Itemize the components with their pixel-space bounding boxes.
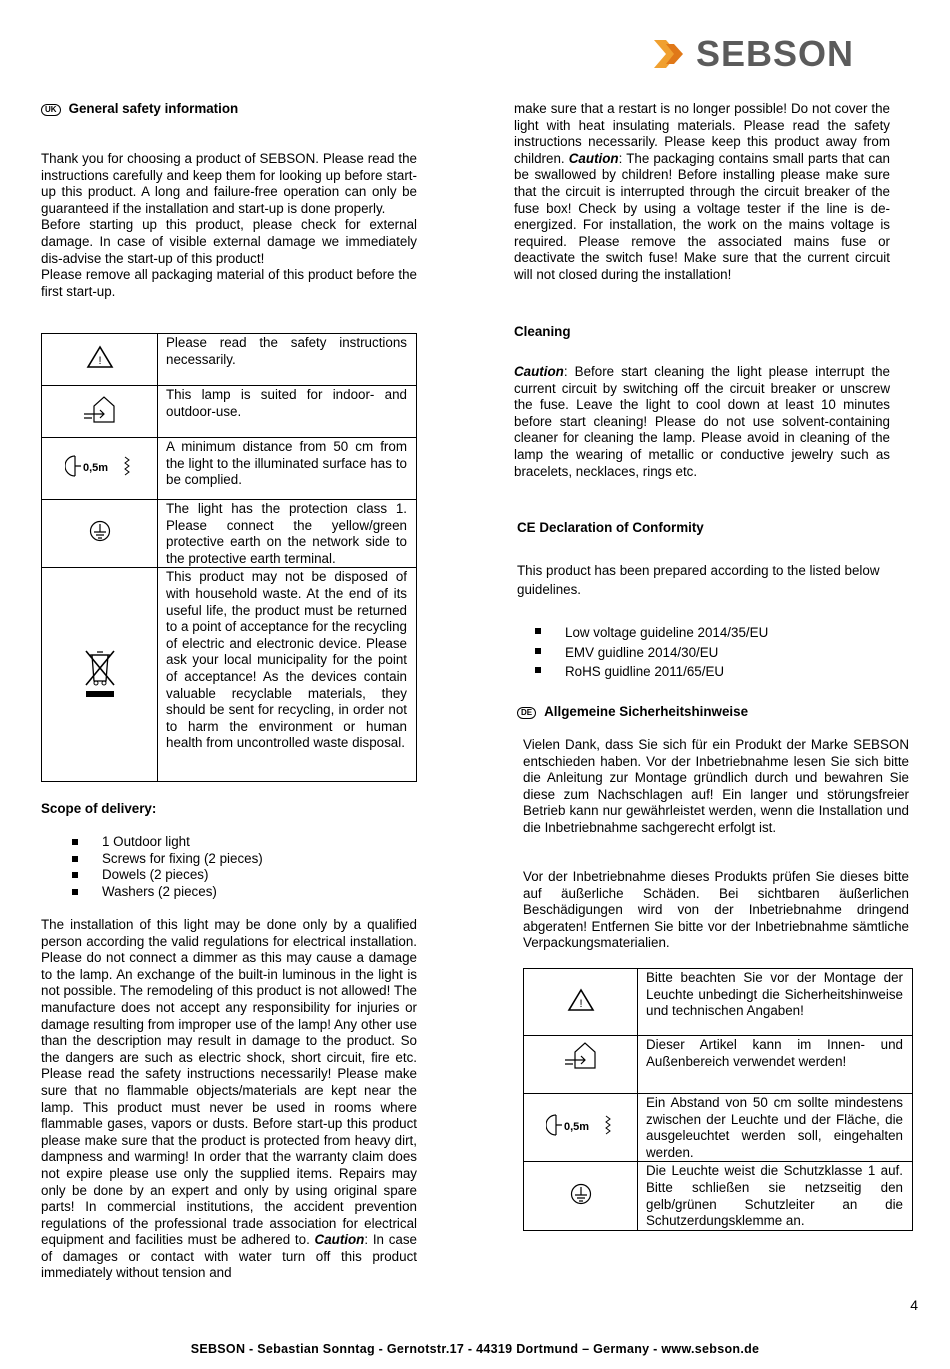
symbol-cell	[524, 1036, 638, 1094]
caution-label: Caution	[568, 150, 619, 166]
symbol-text: This lamp is suited for indoor- and outdoor-use.	[158, 386, 417, 438]
symbol-row	[524, 969, 913, 1036]
installation-text	[41, 917, 417, 1282]
en-heading: General safety information	[68, 101, 239, 116]
ce-guideline-list	[504, 623, 904, 682]
cleaning-heading: Cleaning	[514, 324, 571, 339]
de-language-badge: DE	[517, 707, 536, 719]
de-paragraph-1: Vielen Dank, dass Sie sich für ein Produkt der Marke SEBSON entschieden haben. Vor der Inbetriebnahme lesen Sie sich bitte die Anleitung zur Montage gründlich durch und bewahren Sie diese zum Nachschlagen auf! Ein langer und störungsfreier Betrieb kann nur gewährleistet werden, wenn die Installation und die Inbetriebnahme sachgerecht erfolgt ist.	[523, 737, 909, 835]
symbol-row	[42, 500, 417, 568]
page-number: 4	[910, 1297, 918, 1313]
symbol-cell	[524, 1094, 638, 1162]
symbol-cell	[524, 1162, 638, 1230]
list-item: Washers (2 pieces)	[41, 884, 417, 901]
de-symbol-table	[523, 968, 913, 1231]
symbol-text: Bitte beachten Sie vor der Montage der Leuchte unbedingt die Sicherheitshinweise und technischen Angaben!	[638, 969, 913, 1036]
protective-earth-icon	[89, 520, 111, 542]
installation-paragraph: The installation of this light may be done only by a qualified person according the valid regulations for electrical installation. Please do not connect a dimmer as this may cause a damage to the lamp. An exchange of the built-in luminous in the light is not possible. The remodeling of this product is not allowed! The manufacture does not accept any responsibility for injuries or damage resulting from improper use of the lamp! Any other use than the description may result in damage to the product. So the dangers are such as electric shock, short circuit, fire etc. Please read the safety instructions necessarily! Please make sure that no flammable objects/materials are kept near the lamp. This product must never be used in rooms where flammable gases, vapors or dusts. Before start-up this product please make sure that the product is protected from heavy dirt, dampness and warming! In order that the warranty claim does not expire please use only the supplied items. Repairs may only be done by an expert and only by using original spare parts! In commercial institutions, the accident prevention regulations of the professional trade association for electrical equipment and facilities must be adhered to.	[41, 917, 417, 1248]
svg-text:!: !	[97, 355, 102, 368]
symbol-text: Die Leuchte weist die Schutzklasse 1 auf. Bitte schließen sie netzseitig den gelb/grünen Schutzleiter an die Schutzerdungsklemme an.	[638, 1162, 913, 1230]
symbol-row	[42, 438, 417, 500]
uk-language-badge: UK	[41, 104, 61, 116]
list-item: Screws for fixing (2 pieces)	[41, 851, 417, 868]
symbol-row	[42, 386, 417, 438]
brand-name: SEBSON	[696, 33, 855, 74]
de-intro-2	[523, 869, 909, 952]
en-intro	[41, 151, 417, 300]
list-item: 1 Outdoor light	[41, 834, 417, 851]
symbol-text: The light has the protection class 1. Please connect the yellow/green protective earth on the network side to the protective earth terminal.	[158, 500, 417, 568]
de-paragraph-2: Vor der Inbetriebnahme dieses Produkts prüfen Sie dieses bitte auf äußerliche Schäden. Bei sichtbaren äußerlichen Beschädigungen wird von der Inbetriebnahme dringend abgeraten! Entfernen Sie bitte vor der Inbetriebnahme sämtliche Verpackungsmaterialien.	[523, 869, 909, 951]
protective-earth-icon	[570, 1183, 592, 1205]
list-item: EMV guidline 2014/30/EU	[504, 643, 904, 663]
symbol-cell	[42, 568, 158, 782]
chevron-logo-icon	[652, 38, 692, 70]
symbol-row	[42, 334, 417, 386]
symbol-text: Please read the safety instructions necessarily.	[158, 334, 417, 386]
symbol-cell	[524, 969, 638, 1036]
en-heading-row	[41, 101, 417, 118]
installation-continued	[514, 101, 890, 284]
list-item: RoHS guidline 2011/65/EU	[504, 662, 904, 682]
symbol-cell	[42, 386, 158, 438]
symbol-text: Dieser Artikel kann im Innen- und Außenbereich verwendet werden!	[638, 1036, 913, 1094]
installation-caution: : In case of damages or contact with water turn off this product immediately without tension and	[41, 1232, 417, 1281]
page-footer: SEBSON - Sebastian Sonntag - Gernotstr.17 - 44319 Dortmund – Germany - www.sebson.de	[190, 1342, 760, 1356]
ce-text: This product has been prepared according to the listed below guidelines.	[517, 563, 880, 597]
scope-list	[41, 834, 417, 900]
list-item: Low voltage guideline 2014/35/EU	[504, 623, 904, 643]
warning-icon	[86, 345, 114, 369]
en-intro-3: Please remove all packaging material of this product before the first start-up.	[41, 267, 417, 299]
distance-icon	[546, 1112, 616, 1138]
symbol-text: This product may not be disposed of with household waste. At the end of its useful life, the product must be returned to a point of acceptance for the recycling of electric and electronic device. Please ask your local municipality for the point of acceptance! As the devices contain valuable recyclable materials, they should be sent for recycling, in order not to harm the environment or human health from uncontrolled waste disposal.	[158, 568, 417, 782]
list-item: Dowels (2 pieces)	[41, 867, 417, 884]
cleaning-text	[514, 364, 890, 480]
en-intro-1: Thank you for choosing a product of SEBSON. Please read the instructions carefully and keep them for looking up before start-up this product. A long and failure-free operation can only be guaranteed if the installation and start-up is done properly.	[41, 151, 417, 216]
de-intro	[523, 737, 909, 837]
svg-text:0,5m: 0,5m	[563, 1121, 589, 1134]
en-intro-2: Before starting up this product, please check for external damage. In case of visible external damage we immediately dis-advise the start-up of this product!	[41, 217, 417, 266]
symbol-cell	[42, 500, 158, 568]
symbol-text: Ein Abstand von 50 cm sollte mindestens zwischen der Leuchte und der Fläche, die ausgeleuchtet werden soll, eingehalten werden.	[638, 1094, 913, 1162]
caution-label: Caution	[314, 1232, 365, 1248]
de-heading: Allgemeine Sicherheitshinweise	[544, 704, 749, 719]
cleaning-paragraph: : Before start cleaning the light please interrupt the current circuit by switching off the circuit breaker or unscrew the fuse. Leave the light to cool down at least 10 minutes before start cleaning! Please do not use solvent-containing cleaner for cleaning the lamp. Please avoid in cleaning of the lamp the wearing of metallic or conductive jewelry such as bracelets, necklaces, rings etc.	[514, 364, 890, 479]
sebson-logo	[652, 34, 862, 74]
caution-label: Caution	[514, 364, 564, 379]
distance-icon	[65, 453, 135, 479]
indoor-outdoor-icon	[80, 394, 120, 424]
symbol-cell	[42, 334, 158, 386]
symbol-cell	[42, 438, 158, 500]
weee-bin-icon	[82, 647, 118, 699]
symbol-row	[42, 568, 417, 782]
svg-text:!: !	[578, 997, 583, 1010]
scope-heading: Scope of delivery:	[41, 801, 157, 816]
svg-text:0,5m: 0,5m	[82, 462, 108, 475]
en-symbol-table	[41, 333, 417, 782]
indoor-outdoor-icon	[561, 1040, 601, 1070]
continued-caution: : The packaging contains small parts that can be swallowed by children! Before installing please make sure that the circuit is interrupted through the circuit breaker of the fuse box! Check by using a voltage tester if the line is de-energized. For installation, the work on the mains voltage is required. Please remove the associated mains fuse or deactivate the switch fuse! Make sure that the current circuit will not closed during the installation!	[514, 150, 890, 282]
symbol-text: A minimum distance from 50 cm from the light to the illuminated surface has to be complied.	[158, 438, 417, 500]
symbol-row	[524, 1036, 913, 1094]
de-heading-row	[517, 704, 748, 721]
warning-icon	[567, 988, 595, 1012]
symbol-row	[524, 1094, 913, 1162]
continued-paragraph: make sure that a restart is no longer possible! Do not cover the light with heat insulating materials. Please read the safety instructions necessarily. Please keep this product away from children.	[514, 101, 890, 166]
symbol-row	[524, 1162, 913, 1230]
ce-heading: CE Declaration of Conformity	[517, 520, 704, 535]
